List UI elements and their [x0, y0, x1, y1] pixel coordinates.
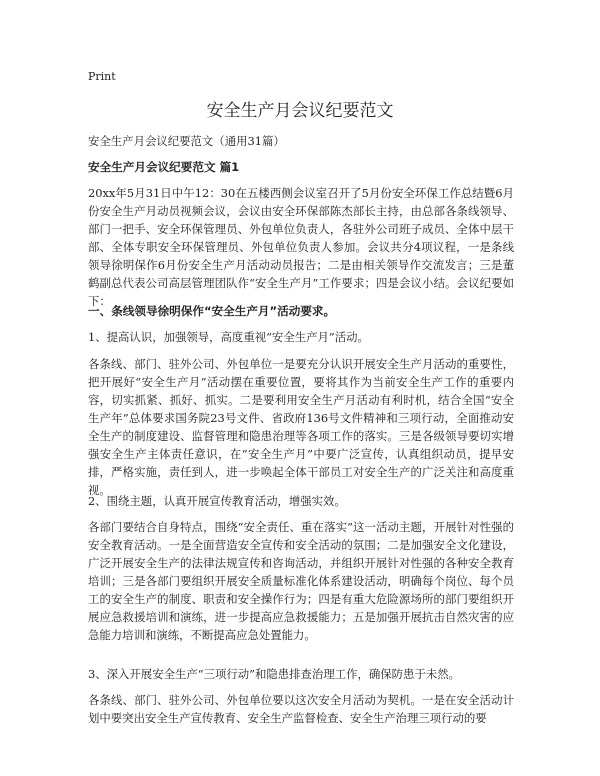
paragraph-2: 各部门要结合自身特点，围绕“安全责任、重在落实”这一活动主题，开展针对性强的安全教育活动。一是全面营造安全宣传和安全活动的氛围；二是加强安全文化建设，广泛开展安全生产的法律法规宣传和咨询活动，并组织开展针对性强的各种安全教育培训；三是各部门要组织开展安全质量标准化体系建设活动，明确每个岗位、每个员工的安全生产的制度、职责和安全操作行为；四是有重大危险源场所的部门要组织开展应急救援培训和演练，进一步提高应急救援能力；五是加强开展抗击自然灾害的应急能力培训和演练，不断提高应急处置能力。 — [88, 520, 514, 642]
intro-paragraph: 20xx年5月31日中午12：30在五楼西侧会议室召开了5月份安全环保工作总结暨6月份安全生产月动员视频会议，会议由安全环保部陈杰部长主持，由总部各条线领导、部门一把手、安全环保管理员、外包单位负责人，各驻外公司班子成员、全体中层干部、全体专职安全环保管理员、外包单位负责人参加。会议共分4项议程，一是条线领导徐明保作6月份安全生产月活动动员报告；二是由相关领导作交流发言；三是董鹤副总代表公司高层管理团队作“安全生产月”工作要求；四是会议小结。会议纪要如下： — [88, 186, 514, 308]
item3-heading: 3、深入开展安全生产“三项行动”和隐患排查治理工作，确保防患于未然。 — [88, 667, 461, 681]
print-label[interactable]: Print — [88, 70, 116, 83]
point1-heading: 一、条线领导徐明保作“安全生产月”活动要求。 — [88, 304, 336, 318]
page-title: 安全生产月会议纪要范文 — [206, 101, 394, 121]
item1-heading: 1、提高认识，加强领导，高度重视“安全生产月”活动。 — [88, 330, 369, 344]
section-heading: 安全生产月会议纪要范文 篇1 — [88, 160, 240, 174]
paragraph-1: 各条线、部门、驻外公司、外包单位一是要充分认识开展安全生产月活动的重要性，把开展好“安全生产月”活动摆在重要位置，要将其作为当前安全生产工作的重要内容，切实抓紧、抓好、抓实。二是要利用安全生产月活动有利时机，结合全国“安全生产年”总体要求国务院23号文件、省政府136号文件精神和三项行动，全面推动安全生产的制度建设、监督管理和隐患治理等各项工作的落实。三是各级领导要切实增强安全生产主体责任意识，在“安全生产月”中要广泛宣传，认真组织动员，提早安排，严格实施，责任到人，进一步唤起全体干部员工对安全生产的广泛关注和高度重视。 — [88, 357, 514, 497]
item2-heading: 2、围绕主题，认真开展宣传教育活动，增强实效。 — [88, 494, 346, 508]
subtitle: 安全生产月会议纪要范文（通用31篇） — [88, 134, 285, 148]
paragraph-3: 各条线、部门、驻外公司、外包单位要以这次安全月活动为契机。一是在安全活动计划中要突出安全生产宣传教育、安全生产监督检查、安全生产治理三项行动的要 — [88, 693, 514, 725]
